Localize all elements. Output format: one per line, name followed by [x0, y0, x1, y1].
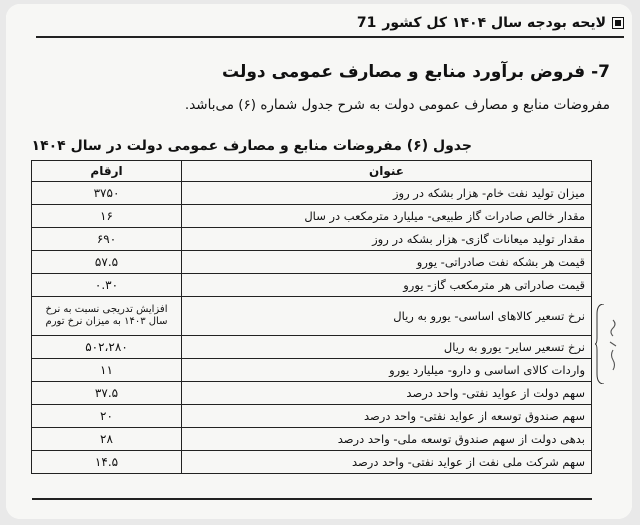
row-value: ۶۹۰: [32, 228, 182, 251]
header-title: لایحه بودجه سال ۱۴۰۴ کل کشور: [382, 15, 606, 31]
table-row: [32, 205, 592, 228]
row-title: نرخ تسعیر کالاهای اساسی- یورو به ریال: [182, 297, 592, 336]
row-title: مقدار تولید میعانات گازی- هزار بشکه در روز: [182, 228, 592, 251]
row-title: مقدار خالص صادرات گاز طبیعی- میلیارد مترمکعب در سال: [182, 205, 592, 228]
row-title: قیمت هر بشکه نفت صادراتی- یورو: [182, 251, 592, 274]
page-marker-icon: [612, 17, 624, 29]
section-description: مفروضات منابع و مصارف عمومی دولت به شرح جدول شماره (۶) می‌باشد.: [184, 97, 610, 113]
table-row: [32, 274, 592, 297]
table-row: [32, 228, 592, 251]
table-row: [32, 405, 592, 428]
document-page: [6, 4, 632, 519]
header-rule: [36, 36, 624, 38]
row-value: ۵۰۲،۲۸۰: [32, 336, 182, 359]
table-bottom-rule: [32, 498, 592, 500]
table-row: [32, 428, 592, 451]
table-row: [32, 359, 592, 382]
scribble-icon: [606, 316, 620, 376]
table-row: [32, 251, 592, 274]
row-title: سهم صندوق توسعه از عواید نفتی- واحد درصد: [182, 405, 592, 428]
handwritten-side-mark: [606, 316, 620, 376]
table-row: [32, 382, 592, 405]
screenshot-card: [6, 4, 632, 519]
page-header: [20, 12, 624, 34]
row-value: ۲۰: [32, 405, 182, 428]
row-title: نرخ تسعیر سایر- یورو به ریال: [182, 336, 592, 359]
row-value: ۲۸: [32, 428, 182, 451]
table-row: [32, 451, 592, 474]
row-title: میزان تولید نفت خام- هزار بشکه در روز: [182, 182, 592, 205]
table-row: [32, 182, 592, 205]
row-title: سهم شرکت ملی نفت از عواید نفتی- واحد درصد: [182, 451, 592, 474]
column-header-title: عنوان: [182, 161, 592, 182]
row-title: سهم دولت از عواید نفتی- واحد درصد: [182, 382, 592, 405]
table-row: [32, 297, 592, 336]
column-header-value: ارقام: [32, 161, 182, 182]
page-number: 71: [356, 15, 377, 31]
table-header-row: [32, 161, 592, 182]
assumptions-table: [31, 160, 592, 474]
row-value: افزایش تدریجی نسبت به نرخ سال ۱۴۰۳ به میزان نرخ تورم: [32, 297, 182, 336]
row-title: واردات کالای اساسی و دارو- میلیارد یورو: [182, 359, 592, 382]
table-caption: جدول (۶) مفروضات منابع و مصارف عمومی دولت در سال ۱۴۰۴: [31, 138, 472, 154]
side-bracket-icon: [595, 304, 605, 384]
row-value: ۵۷.۵: [32, 251, 182, 274]
row-value: ۱۴.۵: [32, 451, 182, 474]
row-title: قیمت صادراتی هر مترمکعب گاز- یورو: [182, 274, 592, 297]
table-row: [32, 336, 592, 359]
row-value: ۱۱: [32, 359, 182, 382]
row-value: ۱۶: [32, 205, 182, 228]
row-value: ۳۷۵۰: [32, 182, 182, 205]
row-title: بدهی دولت از سهم صندوق توسعه ملی- واحد درصد: [182, 428, 592, 451]
row-value: ۰.۳۰: [32, 274, 182, 297]
section-title: 7- فروض برآورد منابع و مصارف عمومی دولت: [221, 62, 610, 82]
row-value: ۳۷.۵: [32, 382, 182, 405]
